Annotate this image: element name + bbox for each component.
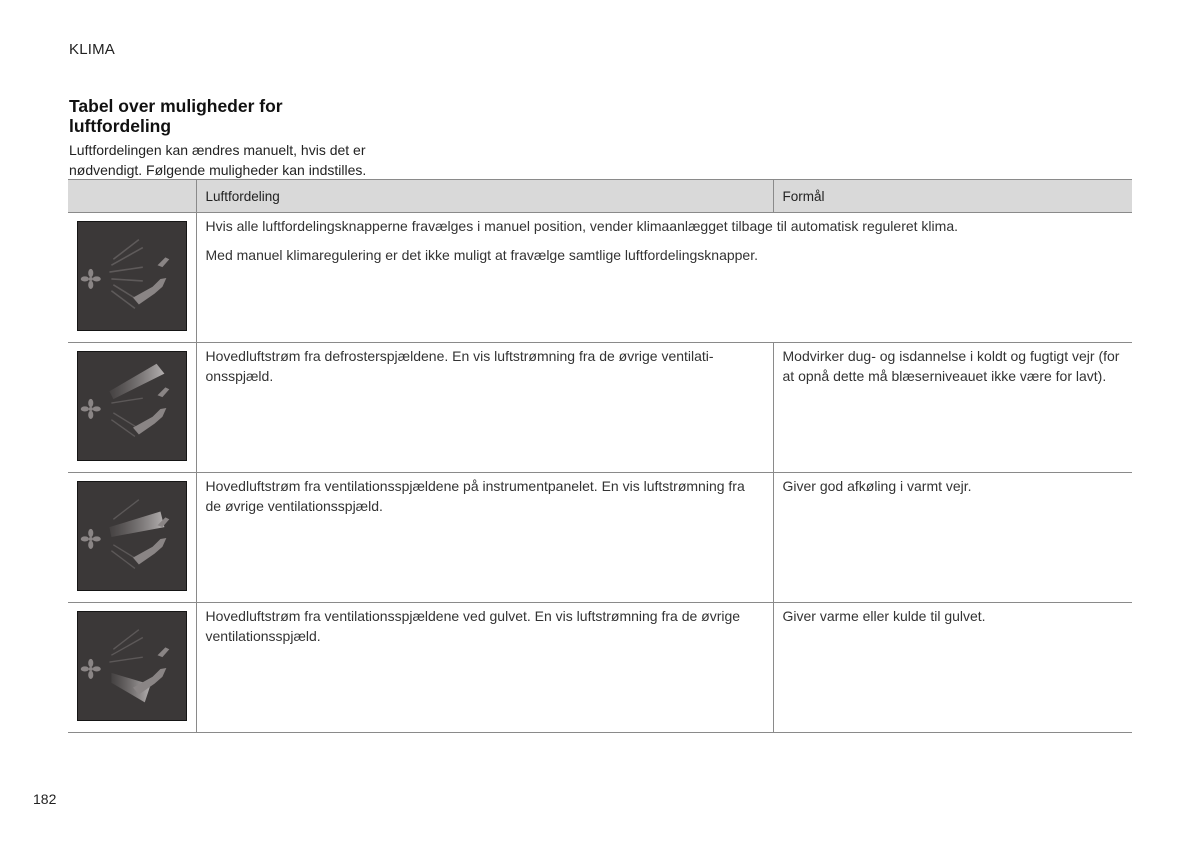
column-header-icon	[68, 180, 196, 213]
purpose-cell	[773, 473, 1132, 603]
description-paragraph: Med manuel klimaregulering er det ikke muligt at fravælge samtlige luftfordelingsknapper.	[205, 246, 758, 263]
distribution-text: Hovedluftstrøm fra ventilationsspjældene på instrumentpanelet. En vis luftstrømning fra de øvrige ventilationsspjæld.	[205, 478, 745, 514]
page-heading: Tabel over muligheder for luftfordeling	[69, 96, 283, 136]
page-number: 182	[33, 791, 57, 807]
distribution-text: Hovedluftstrøm fra defrosterspjældene. En vis luftstrømning fra de øvrige ventilationsspjæld.	[205, 348, 714, 384]
distribution-cell	[196, 473, 773, 603]
distribution-cell	[196, 343, 773, 473]
table-row	[68, 603, 1132, 733]
airflow-all-off-icon	[77, 221, 187, 331]
section-label: KLIMA	[69, 41, 116, 58]
description-cell	[196, 213, 1132, 343]
air-distribution-table	[68, 179, 1132, 733]
airflow-defroster-icon	[77, 351, 187, 461]
icon-cell	[68, 473, 196, 603]
icon-cell	[68, 603, 196, 733]
purpose-text: Giver varme eller kulde til gulvet.	[782, 608, 986, 624]
intro-text: Luftfordelingen kan ændres manuelt, hvis det er nødvendigt. Følgende muligheder kan indstilles.	[69, 142, 367, 178]
purpose-text: Modvirker dug- og isdannelse i koldt og fugtigt vejr (for at opnå dette må blæserniveauet ikke være for lavt).	[782, 348, 1120, 384]
purpose-cell	[773, 603, 1132, 733]
airflow-dashboard-vents-icon	[77, 481, 187, 591]
table-row	[68, 213, 1132, 343]
table-row	[68, 343, 1132, 473]
distribution-text: Hovedluftstrøm fra ventilationsspjældene ved gulvet. En vis luftstrømning fra de øvrige ventilationsspjæld.	[205, 608, 741, 644]
icon-cell	[68, 213, 196, 343]
icon-cell	[68, 343, 196, 473]
table-header-row	[68, 180, 1132, 213]
table-row	[68, 473, 1132, 603]
airflow-floor-icon	[77, 611, 187, 721]
column-header-distribution: Luftfordeling	[196, 180, 773, 213]
purpose-cell	[773, 343, 1132, 473]
column-header-purpose: Formål	[773, 180, 1132, 213]
description-paragraph: Hvis alle luftfordelingsknapperne fravælges i manuel position, vender klimaanlægget tilbage til automatisk reguleret klima.	[205, 218, 958, 234]
purpose-text: Giver god afkøling i varmt vejr.	[782, 478, 972, 494]
distribution-cell	[196, 603, 773, 733]
